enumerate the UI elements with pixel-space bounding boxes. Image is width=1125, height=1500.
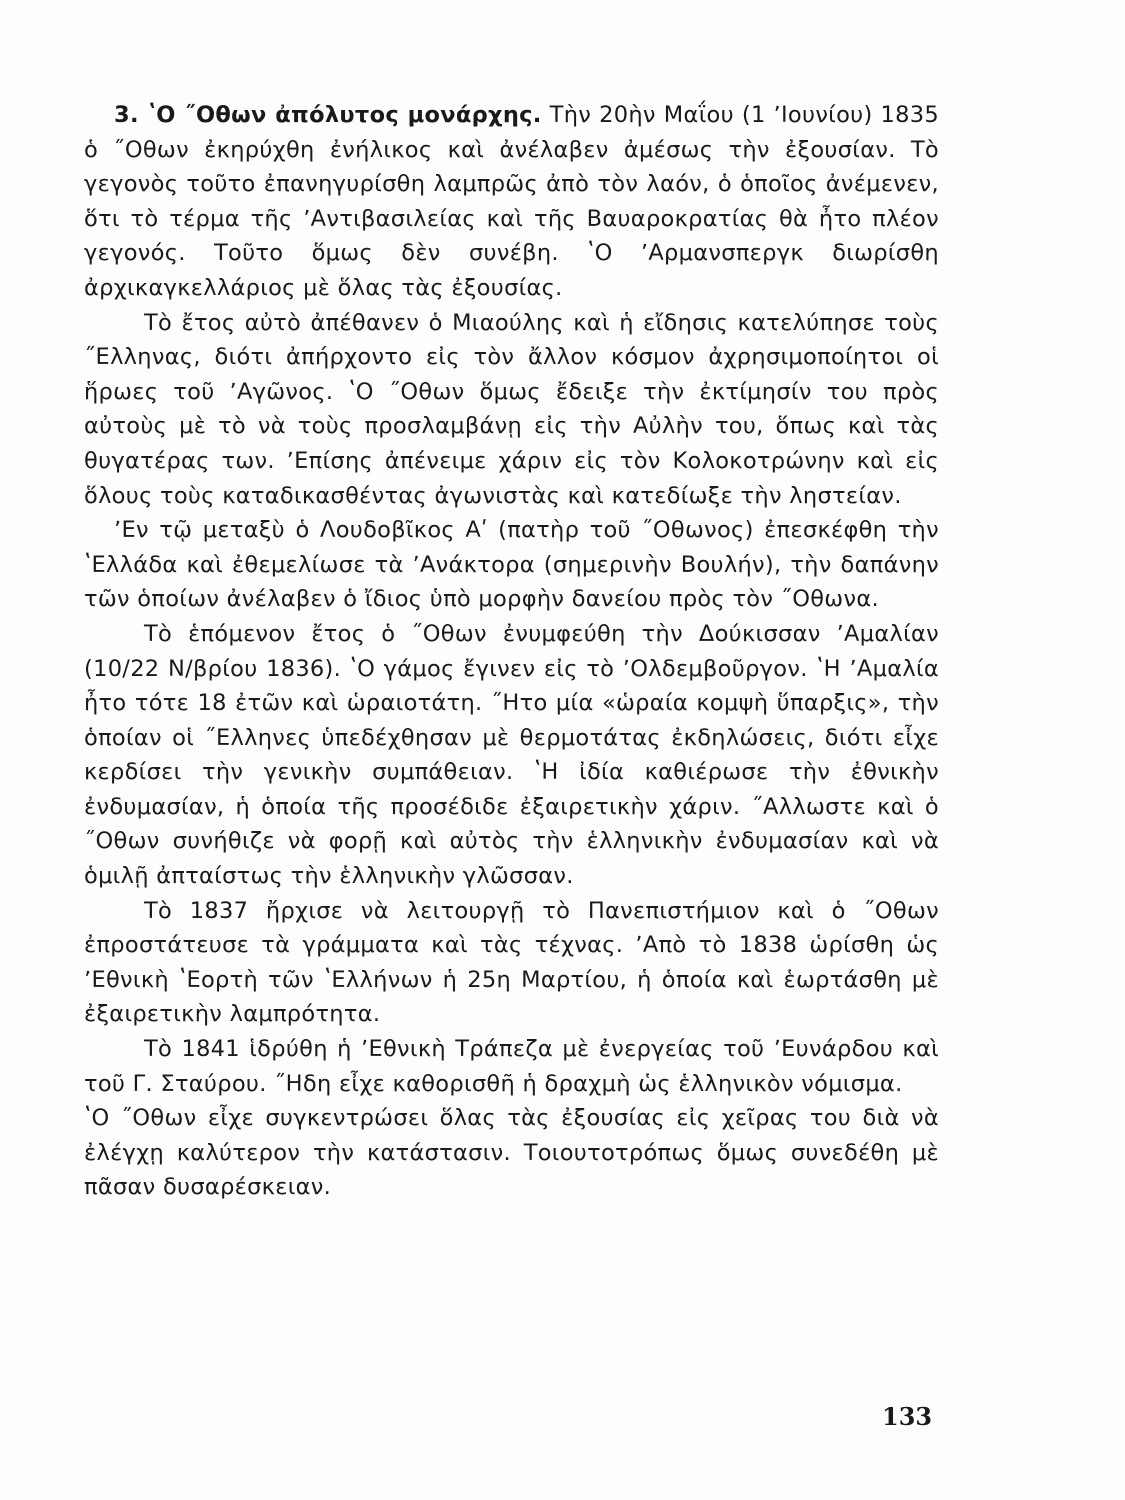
section-heading: 3. ʽΟ ˝Οθων ἀπόλυτος μονάρχης. [114, 102, 542, 128]
page-number: 133 [882, 1402, 933, 1431]
paragraph-5: Τὸ 1837 ἤρχισε νὰ λειτουργῇ τὸ Πανεπιστήμιον καὶ ὁ ˝Οθων ἐπροστάτευσε τὰ γράμματα καὶ τὰς τέχνας. ʼΑπὸ τὸ 1838 ὡρίσθη ὡς ʼΕθνικὴ ʽΕορτὴ τῶν ʽΕλλήνων ἡ 25η Μαρτίου, ἡ ὁποία καὶ ἑωρτάσθη μὲ ἐξαιρετικὴν λαμπρότητα. [84, 897, 939, 1028]
paragraph-6: Τὸ 1841 ἱδρύθη ἡ ʼΕθνικὴ Τράπεζα μὲ ἐνεργείας τοῦ ʼΕυνάρδου καὶ τοῦ Γ. Σταύρου. ˝Ηδη εἶχε καθορισθῆ ἡ δραχμὴ ὡς ἑλληνικὸν νόμισμα. [84, 1036, 939, 1097]
paragraph-2: Τὸ ἔτος αὐτὸ ἀπέθανεν ὁ Μιαούλης καὶ ἡ εἴδησις κατελύπησε τοὺς ˝Ελληνας, διότι ἀπήρχοντο εἰς τὸν ἄλλον κόσμον ἀχρησιμοποίητοι οἱ ἥρωες τοῦ ʼΑγῶνος. ʽΟ ˝Οθων ὅμως ἔδειξε τὴν ἐκτίμησίν του πρὸς αὐτοὺς μὲ τὸ νὰ τοὺς προσλαμβάνῃ εἰς τὴν Αὐλὴν του, ὅπως καὶ τὰς θυγατέρας των. ʼΕπίσης ἀπένειμε χάριν εἰς τὸν Κολοκοτρώνην καὶ εἰς ὅλους τοὺς καταδικασθέντας ἀγωνιστὰς καὶ κατεδίωξε τὴν ληστείαν. [84, 309, 939, 509]
paragraph-1 [84, 98, 939, 306]
paragraph-7: ʽΟ ˝Οθων εἶχε συγκεντρώσει ὅλας τὰς ἐξουσίας εἰς χεῖρας του διὰ νὰ ἐλέγχῃ καλύτερον τὴν κατάστασιν. Τοιουτοτρόπως ὅμως συνεδέθη μὲ πᾶσαν δυσαρέσκειαν. [84, 1105, 939, 1201]
paragraph-4: Τὸ ἑπόμενον ἔτος ὁ ˝Οθων ἐνυμφεύθη τὴν Δούκισσαν ʼΑμαλίαν (10/22 Ν/βρίου 1836). ʽΟ γάμος ἔγινεν εἰς τὸ ʼΟλδεμβοῦργον. ʽΗ ʼΑμαλία ἦτο τότε 18 ἐτῶν καὶ ὡραιοτάτη. ˝Ητο μία «ὡραία κομψὴ ὕπαρξις», τὴν ὁποίαν οἱ ˝Ελληνες ὑπεδέχθησαν μὲ θερμοτάτας ἐκδηλώσεις, διότι εἶχε κερδίσει τὴν γενικὴν συμπάθειαν. ʽΗ ἰδία καθιέρωσε τὴν ἐθνικὴν ἐνδυμασίαν, ἡ ὁποία τῆς προσέδιδε ἐξαιρετικὴν χάριν. ˝Αλλωστε καὶ ὁ ˝Οθων συνήθιζε νὰ φορῇ καὶ αὐτὸς τὴν ἑλληνικὴν ἐνδυμασίαν καὶ νὰ ὁμιλῇ ἀπταίστως τὴν ἑλληνικὴν γλῶσσαν. [84, 620, 939, 890]
paragraph-3: ʼΕν τῷ μεταξὺ ὁ Λουδοβῖκος Αʹ (πατὴρ τοῦ ˝Οθωνος) ἐπεσκέφθη τὴν ʽΕλλάδα καὶ ἐθεμελίωσε τὰ ʼΑνάκτορα (σημερινὴν Βουλήν), τὴν δαπάνην τῶν ὁποίων ἀνέλαβεν ὁ ἴδιος ὑπὸ μορφὴν δανείου πρὸς τὸν ˝Οθωνα. [84, 517, 939, 613]
paragraph-1-text: Τὴν 20ὴν Μαΐου (1 ʼΙουνίου) 1835 ὁ ˝Οθων ἐκηρύχθη ἐνήλικος καὶ ἀνέλαβεν ἀμέσως τὴν ἐξουσίαν. Τὸ γεγονὸς τοῦτο ἐπανηγυρίσθη λαμπρῶς ἀπὸ τὸν λαόν, ὁ ὁποῖος ἀνέμενεν, ὅτι τὸ τέρμα τῆς ʼΑντιβασιλείας καὶ τῆς Βαυαροκρατίας θὰ ἦτο πλέον γεγονός. Τοῦτο ὅμως δὲν συνέβη. ʽΟ ʼΑρμανσπεργκ διωρίσθη ἀρχικαγκελλάριος μὲ ὅλας τὰς ἐξουσίας. [84, 102, 940, 301]
body-text [84, 98, 939, 1205]
